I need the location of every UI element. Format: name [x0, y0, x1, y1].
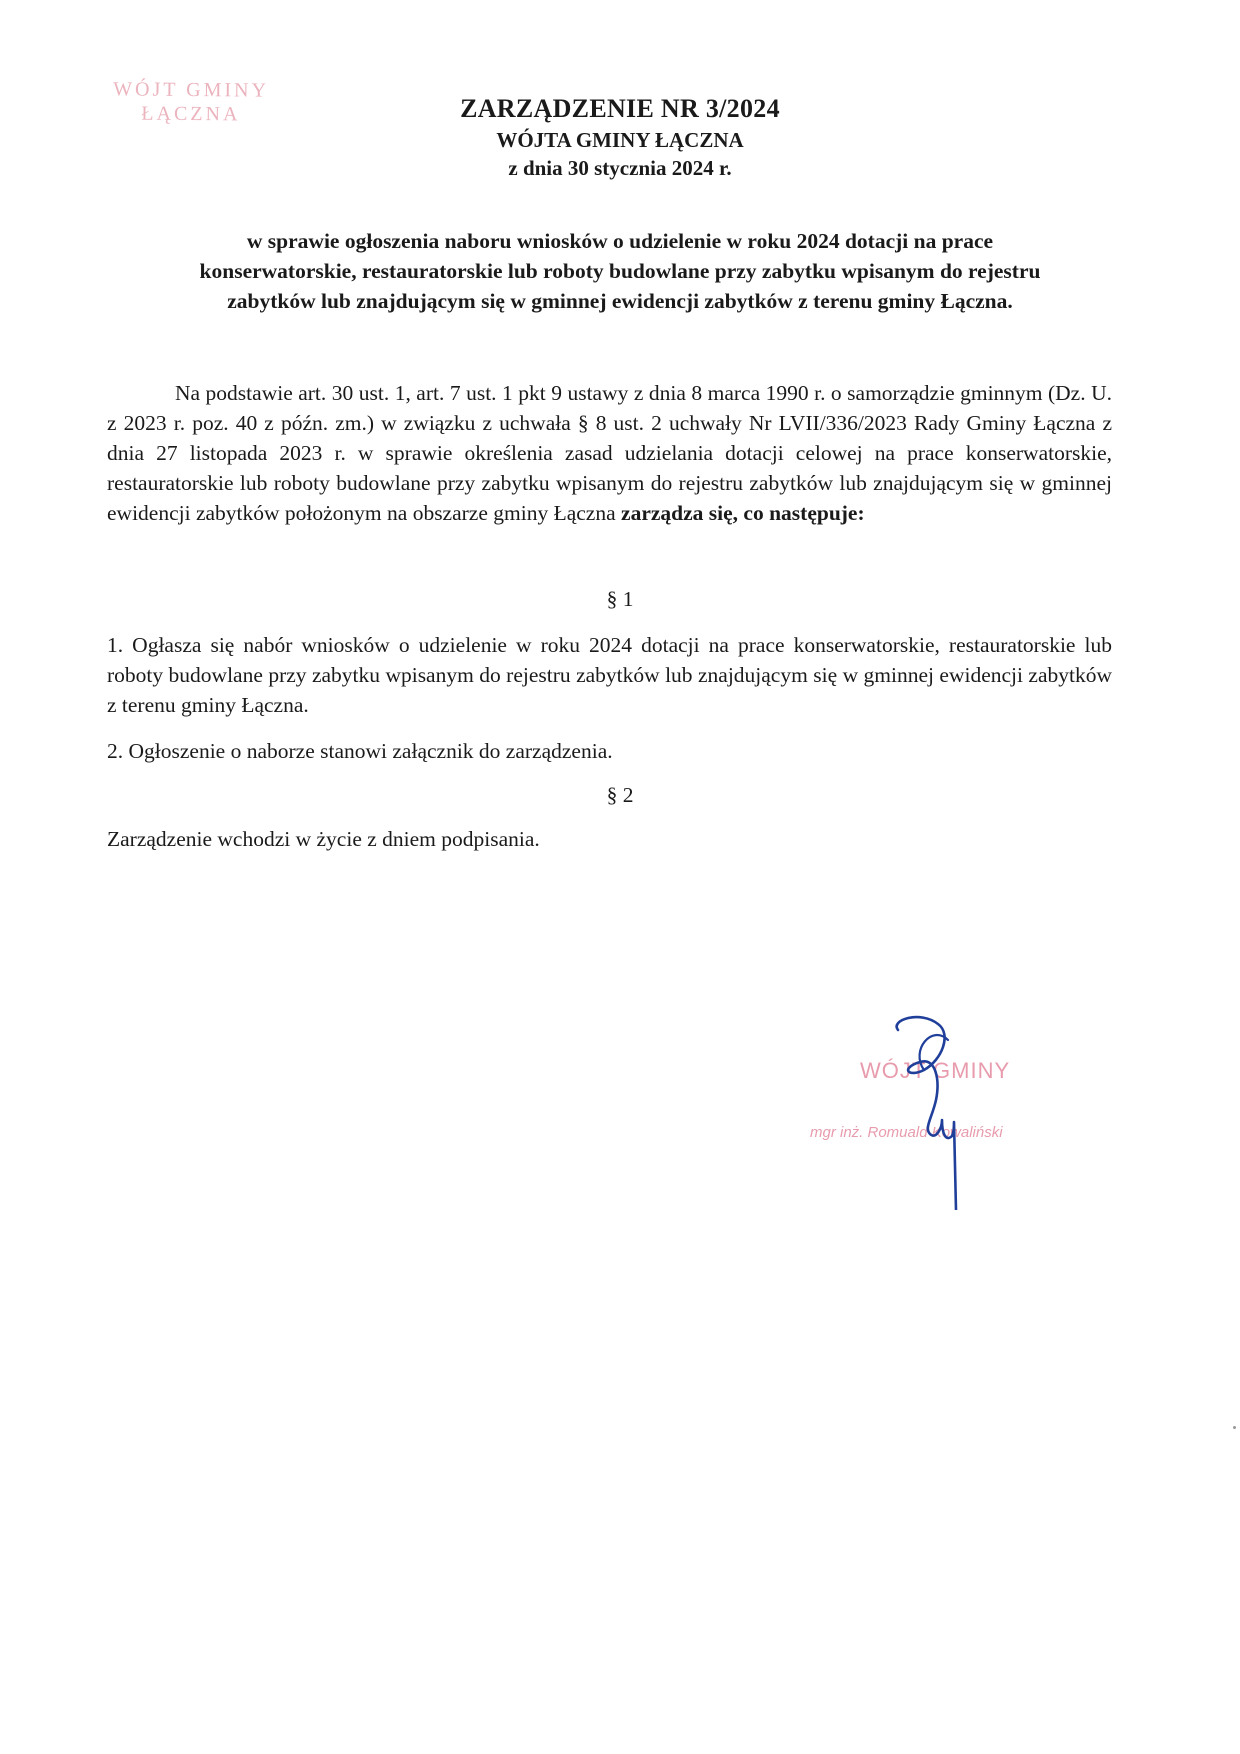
preamble-paragraph: [107, 378, 1112, 528]
section-1-heading: § 1: [606, 587, 634, 611]
handwritten-signature: [880, 1010, 1020, 1210]
subject-line-3: zabytków lub znajdującym się w gminnej ewidencji zabytków z terenu gminy Łączna.: [227, 289, 1013, 313]
preamble-text: Na podstawie art. 30 ust. 1, art. 7 ust. 1 pkt 9 ustawy z dnia 8 marca 1990 r. o samorządzie gminnym (Dz. U. z 2023 r. poz. 40 z późn. zm.) w związku z uchwała § 8 ust. 2 uchwały Nr LVII/336/2023 Rady Gminy Łączna z dnia 27 listopada 2023 r. w sprawie określenia zasad udzielania dotacji celowej na prace konserwatorskie, restauratorskie lub roboty budowlane przy zabytku wpisanym do rejestru zabytków lub znajdującym się w gminnej ewidencji zabytków położonym na obszarze gminy Łączna: [107, 381, 1112, 525]
section-2-heading: § 2: [606, 783, 634, 807]
section-1-item-1: 1. Ogłasza się nabór wniosków o udzielenie w roku 2024 dotacji na prace konserwatorskie, restauratorskie lub roboty budowlane przy zabytku wpisanym do rejestru zabytków lub znajdującym się w gminnej ewidencji zabytków z terenu gminy Łączna.: [107, 633, 1112, 717]
subject-line-2: konserwatorskie, restauratorskie lub roboty budowlane przy zabytku wpisanym do rejestru: [199, 259, 1041, 283]
document-subject: [110, 226, 1130, 316]
section-2-text: Zarządzenie wchodzi w życie z dniem podpisania.: [107, 827, 540, 851]
document-date: z dnia 30 stycznia 2024 r.: [508, 156, 732, 180]
section-1-item-2: 2. Ogłoszenie o naborze stanowi załącznik do zarządzenia.: [107, 739, 613, 763]
document-issuer: WÓJTA GMINY ŁĄCZNA: [496, 128, 744, 152]
preamble-bold-tail: zarządza się, co następuje:: [621, 501, 865, 525]
document-title: ZARZĄDZENIE NR 3/2024: [460, 94, 780, 123]
stamp-line-1: WÓJT GMINY: [113, 78, 270, 102]
signature-stamp-name: mgr inż. Romuald Kowaliński: [810, 1124, 1003, 1141]
document-header: [0, 92, 1240, 182]
signature-stamp-title: WÓJT GMINY: [860, 1058, 1011, 1083]
stamp-line-2: ŁĄCZNA: [141, 102, 241, 126]
scan-artifact: [1233, 1426, 1236, 1429]
subject-line-1: w sprawie ogłoszenia naboru wniosków o udzielenie w roku 2024 dotacji na prace: [246, 229, 994, 253]
